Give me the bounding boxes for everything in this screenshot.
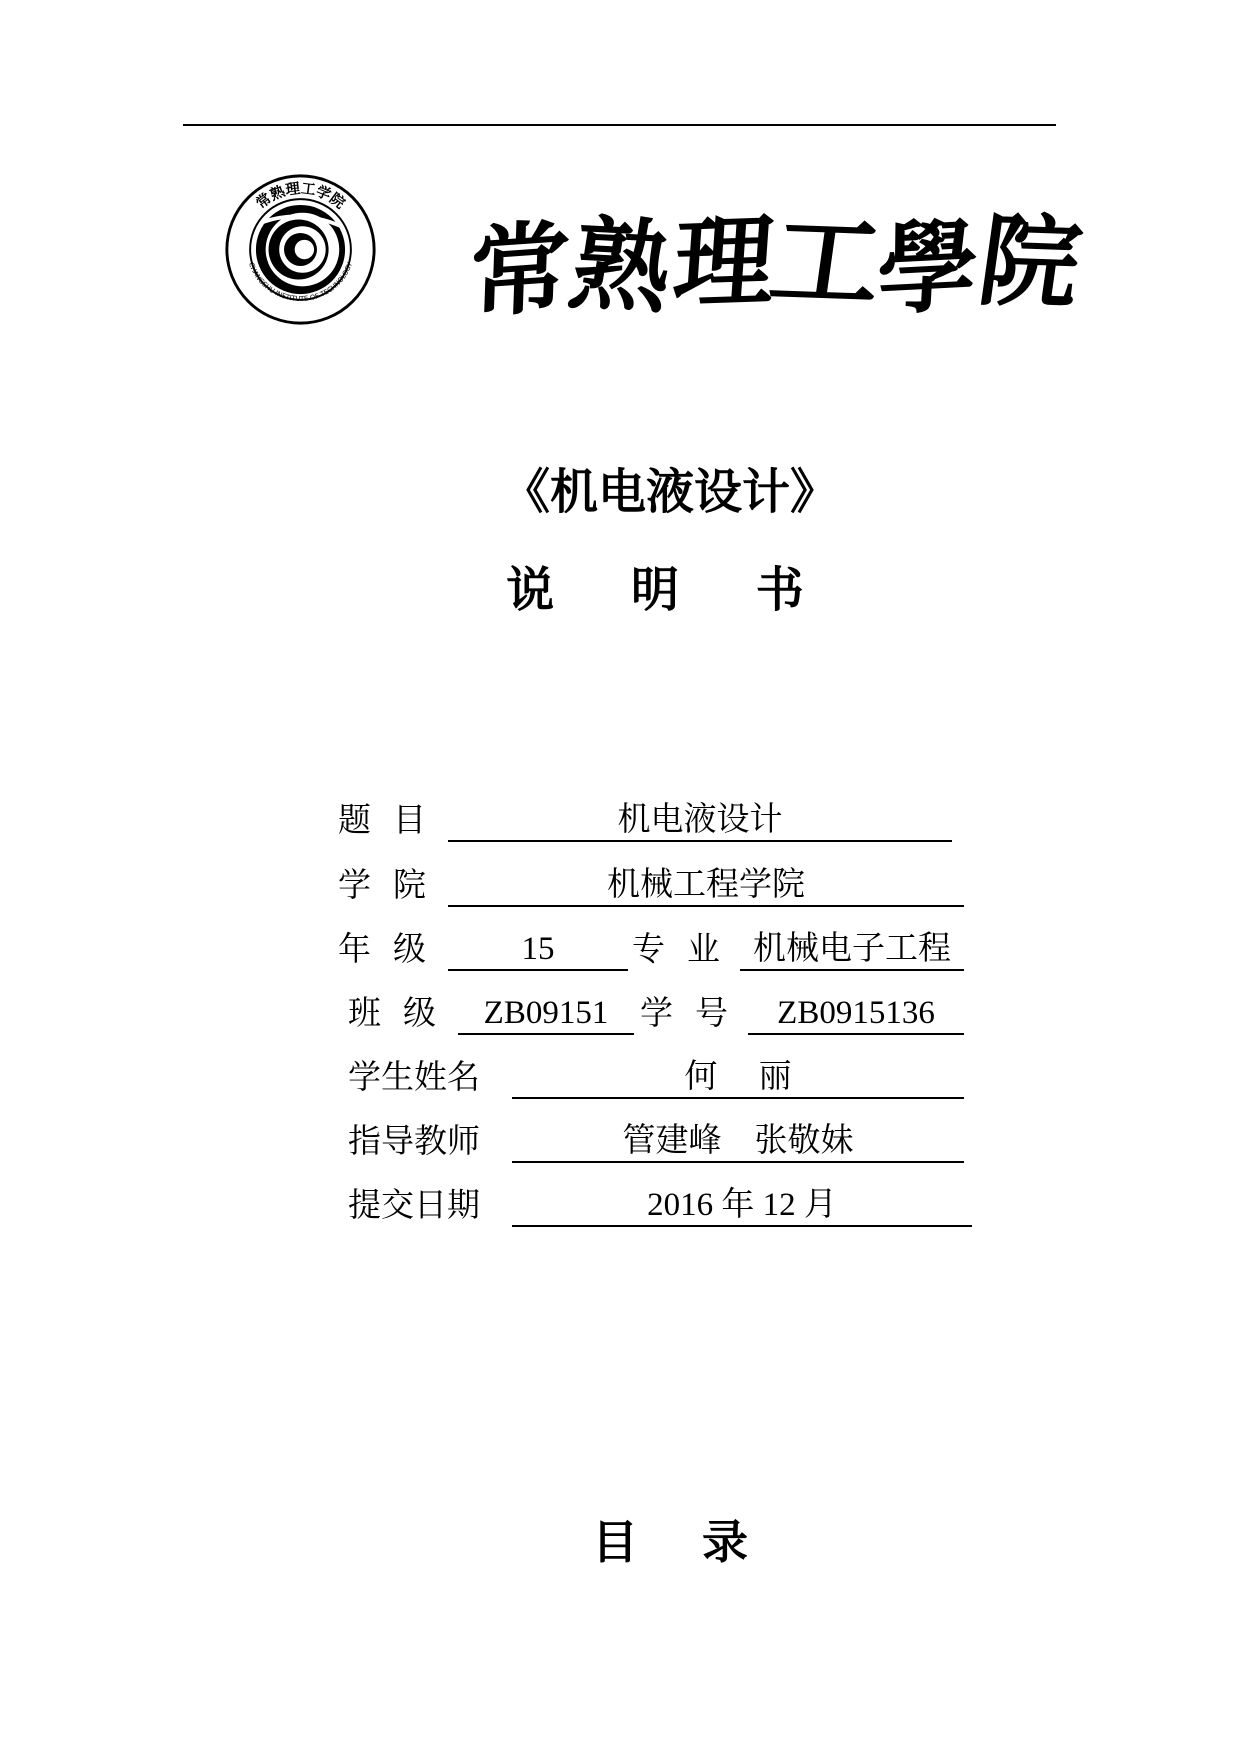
- student-id-label: 学 号: [640, 993, 728, 1032]
- grade-value: 15: [521, 931, 555, 967]
- table-of-contents-heading: 目 录: [591, 1515, 749, 1569]
- seal-text-en: CHANGSHU INSTITUTE OF TECHNOLOGY: [246, 261, 355, 304]
- seal-text: 常熟理工学院: [253, 180, 348, 213]
- student-id-underline: [748, 1033, 964, 1035]
- college-value: 机械工程学院: [607, 867, 805, 903]
- major-underline: [740, 969, 964, 971]
- wordmark-character: 院: [971, 201, 1089, 323]
- topic-label: 题 目: [338, 800, 426, 839]
- wordmark-character: 熟: [562, 204, 681, 328]
- class-underline: [458, 1033, 634, 1035]
- grade-underline: [448, 969, 628, 971]
- wordmark-character: 理: [669, 201, 779, 323]
- advisor-value: 管建峰 张敬妹: [622, 1123, 854, 1159]
- wordmark-character: 學: [874, 206, 981, 330]
- submit-date-underline: [512, 1225, 972, 1227]
- document-title: 《机电液设计》: [501, 464, 838, 520]
- topic-underline: [448, 840, 952, 842]
- topic-value: 机电液设计: [617, 802, 783, 838]
- submit-date-value: 2016 年 12 月: [647, 1187, 837, 1223]
- class-label: 班 级: [348, 993, 436, 1032]
- class-value: ZB09151: [483, 995, 609, 1031]
- student-name-underline: [512, 1097, 964, 1099]
- college-label: 学 院: [338, 865, 426, 904]
- student-id-value: ZB0915136: [777, 995, 935, 1031]
- major-label: 专 业: [632, 929, 720, 968]
- advisor-underline: [512, 1161, 964, 1163]
- submit-date-label: 提交日期: [348, 1185, 480, 1224]
- major-value: 机械电子工程: [753, 931, 951, 967]
- student-name-label: 学生姓名: [348, 1057, 480, 1096]
- grade-label: 年 级: [338, 929, 426, 968]
- document-subtitle: 说 明 书: [506, 562, 834, 618]
- college-underline: [448, 905, 964, 907]
- advisor-label: 指导教师: [348, 1121, 480, 1160]
- wordmark-character: 常: [467, 207, 573, 333]
- wordmark-character: 工: [762, 201, 890, 323]
- student-name-value: 何 丽: [684, 1059, 792, 1095]
